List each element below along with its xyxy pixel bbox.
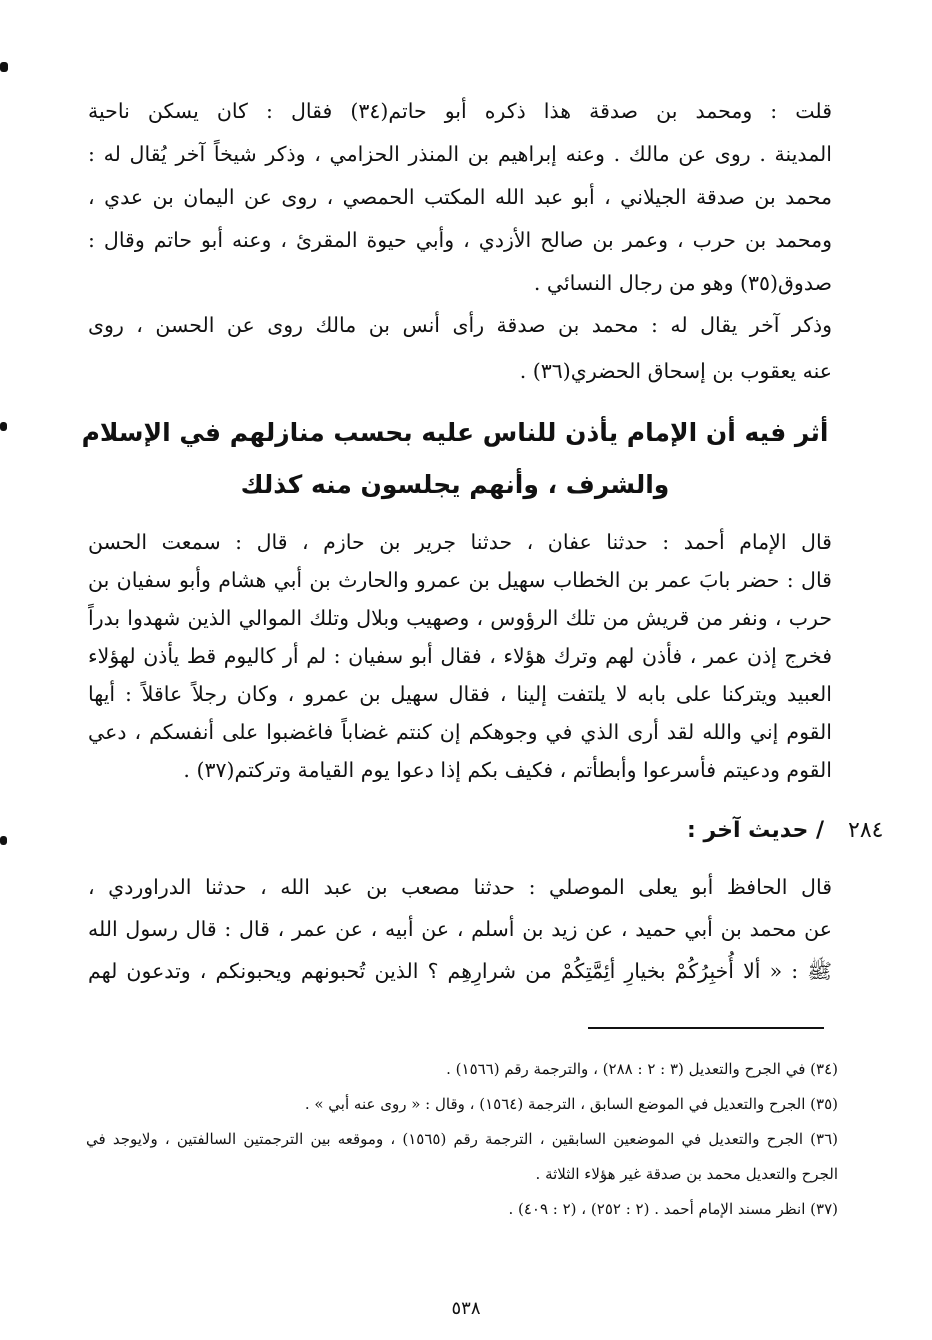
footnote: (٣٧) انظر مسند الإمام أحمد . (٢ : ٢٥٢) ، (٢ : ٤٠٩) . <box>508 1200 838 1218</box>
paragraph-line: وذكر آخر يقال له : محمد بن صدقة رأى أنس بن مالك روى عن الحسن ، روى <box>88 313 832 337</box>
paragraph-abu-yala-narration <box>88 866 832 992</box>
paragraph-line: قال الحافظ أبو يعلى الموصلي : حدثنا مصعب بن عبد الله ، حدثنا الدراوردي ، <box>88 875 832 899</box>
paragraph-line: محمد بن صدقة الجيلاني ، أبو عبد الله المكتب الحمصي ، روى عن اليمان بن عدي ، <box>88 185 832 209</box>
page-number: ٥٣٨ <box>451 1298 481 1319</box>
paragraph-line: عن محمد بن أبي حميد ، عن زيد بن أسلم ، عن أبيه ، عن عمر ، قال : قال رسول الله <box>88 917 832 941</box>
paragraph-line: صدوق(٣٥) وهو من رجال النسائي . <box>533 271 832 295</box>
paragraph-line: قال : حضر بابَ عمر بن الخطاب سهيل بن عمرو والحارث بن أبي هشام وأبو سفيان بن <box>88 568 832 592</box>
paragraph-line: فخرج إذن عمر ، فأذن لهم وترك هؤلاء ، فقال أبو سفيان : لم أر كاليوم قط يأذن لهؤلاء <box>88 644 832 668</box>
subheading-another-hadith: / حديث آخر : <box>686 818 824 843</box>
paragraph-line: قلت : ومحمد بن صدقة هذا ذكره أبو حاتم(٣٤) فقال : كان يسكن ناحية <box>88 99 832 123</box>
footnote-separator <box>588 1027 824 1029</box>
footnote: (٣٤) في الجرح والتعديل (٣ : ٢ : ٢٨٨) ، والترجمة رقم (١٥٦٦) . <box>446 1060 838 1078</box>
paragraph-muhammad-ibn-sadaqa <box>88 90 832 305</box>
paragraph-line: القوم إني والله لقد أرى الذي في وجوهكم إن كنتم غضاباً فاغضبوا على أنفسكم ، دعي <box>88 720 832 744</box>
paragraph-another-narrator <box>88 302 832 394</box>
section-heading-line-1: أثر فيه أن الإمام يأذن للناس عليه بحسب منازلهم في الإسلام <box>81 418 829 447</box>
paragraph-line: القوم ودعيتم فأسرعوا وأبطأتم ، فكيف بكم إذا دعوا يوم القيامة وتركتم(٣٧) . <box>183 758 832 782</box>
paragraph-line: حرب ، ونفر من قريش من تلك الرؤوس ، وصهيب وبلال وتلك الموالي الذين شهدوا بدراً <box>88 606 832 630</box>
section-heading-line-2: والشرف ، وأنهم يجلسون منه كذلك <box>240 470 670 499</box>
margin-reference-number: ٢٨٤ <box>848 818 884 843</box>
paragraph-imam-ahmad-narration <box>88 523 832 789</box>
paragraph-line: قال الإمام أحمد : حدثنا عفان ، حدثنا جرير بن حازم ، قال : سمعت الحسن <box>88 530 832 554</box>
paragraph-line: ومحمد بن حرب ، وعمر بن صالح الأزدي ، وأبي حيوة المقرئ ، وعنه أبو حاتم وقال : <box>88 228 832 252</box>
scan-binding-mark-lower <box>0 836 7 845</box>
footnote: (٣٥) الجرح والتعديل في الموضع السابق ، الترجمة (١٥٦٤) ، وقال : « روى عنه أبي » . <box>304 1095 838 1113</box>
paragraph-line: العبيد ويتركنا على بابه لا يلتفت إلينا ، فقال سهيل بن عمرو ، وكان رجلاً عاقلاً : أيها <box>88 682 832 706</box>
footnote: (٣٦) الجرح والتعديل في الموضعين السابقين ، الترجمة رقم (١٥٦٥) ، وموقعه بين الترجمتين السالفتين ، ولايوجد في <box>86 1130 838 1148</box>
footnotes <box>86 1052 838 1227</box>
paragraph-line: عنه يعقوب بن إسحاق الحضري(٣٦) . <box>519 359 832 383</box>
paragraph-line: المدينة . روى عن مالك . وعنه إبراهيم بن المنذر الحزامي ، وذكر شيخاً آخر يُقال له : <box>88 142 832 166</box>
scan-binding-mark-top <box>0 62 8 72</box>
paragraph-line: ﷺ : « ألا أُخبِرُكُمْ بخيارِ أئِمَّتِكُمْ من شرارِهِم ؟ الذين تُحبونهم ويحبونكم ، وتدعون لهم <box>88 959 832 983</box>
scan-binding-mark-middle <box>0 422 7 431</box>
footnote-continuation: الجرح والتعديل محمد بن صدقة غير هؤلاء الثلاثة . <box>535 1165 838 1183</box>
